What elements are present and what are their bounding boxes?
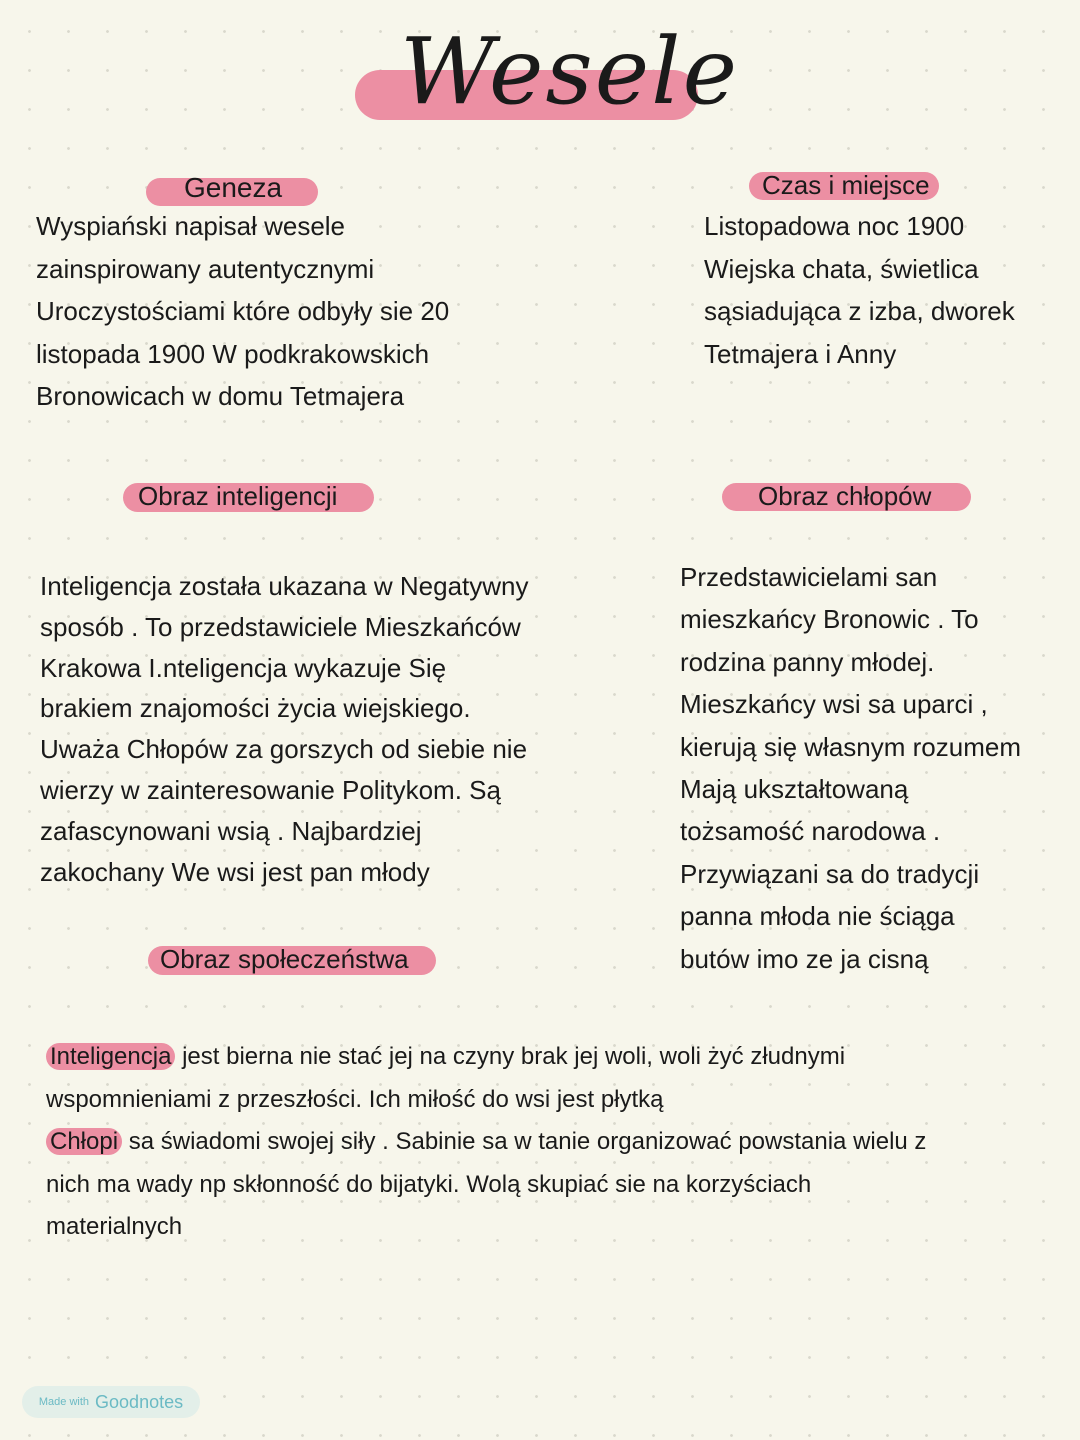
text-line: kierują się własnym rozumem <box>680 731 1021 762</box>
heading-obraz-inteligencji: Obraz inteligencji <box>138 481 338 511</box>
text-line: mieszkańcy Bronowic . To <box>680 604 979 635</box>
geneza-text <box>36 205 449 418</box>
made-with-goodnotes-badge[interactable] <box>22 1386 200 1418</box>
text-line: Przywiązani sa do tradycji <box>680 858 980 889</box>
inteligencja-text <box>40 566 529 892</box>
text-line: Mieszkańcy wsi sa uparci , <box>680 689 988 720</box>
text-line: butów imo ze ja cisną <box>680 943 929 974</box>
heading-obraz-spoleczenstwa: Obraz społeczeństwa <box>160 944 409 974</box>
text-line <box>46 1036 926 1079</box>
heading-geneza: Geneza <box>184 172 283 203</box>
heading-czas-i-miejsce: Czas i miejsce <box>762 170 930 200</box>
text-line: tożsamość narodowa . <box>680 816 941 847</box>
text-line: Mają ukształtowaną <box>680 774 909 805</box>
text-line: sposób . To przedstawiciele Mieszkańców <box>40 611 521 642</box>
text-line: brakiem znajomości życia wiejskiego. <box>40 693 471 724</box>
text-span: jest bierna nie stać jej na czyny brak jej woli, woli żyć złudnymi <box>175 1043 846 1070</box>
text-line: Tetmajera i Anny <box>704 338 897 369</box>
heading-obraz-chlopow: Obraz chłopów <box>758 481 932 511</box>
text-line: panna młoda nie ściąga <box>680 901 955 932</box>
czas-text <box>704 205 1015 375</box>
text-line <box>46 1121 926 1164</box>
chlopi-text <box>680 556 1021 980</box>
text-line: materialnych <box>46 1213 183 1240</box>
text-span: sa świadomi swojej siły . Sabinie sa w tanie organizować powstania wielu z <box>122 1128 927 1155</box>
highlighted-word: Chłopi <box>46 1128 122 1155</box>
text-line: sąsiadująca z izba, dworek <box>704 296 1015 326</box>
text-line: Przedstawicielami san <box>680 562 938 592</box>
text-line: Wyspiański napisał wesele <box>36 211 346 241</box>
page-title: Wesele <box>400 18 740 125</box>
text-line: wspomnieniami z przeszłości. Ich miłość do wsi jest płytką <box>46 1085 664 1113</box>
text-line: Uroczystościami które odbyły sie 20 <box>36 296 450 326</box>
text-line: listopada 1900 W podkrakowskich <box>36 338 430 369</box>
spoleczenstwo-text <box>46 1036 926 1249</box>
badge-brand: Goodnotes <box>95 1391 184 1412</box>
text-line: Uważa Chłopów za gorszych od siebie nie <box>40 734 528 765</box>
text-line: rodzina panny młodej. <box>680 646 935 677</box>
text-line: nich ma wady np skłonność do bijatyki. Wolą skupiać sie na korzyściach <box>46 1170 812 1198</box>
text-line: Listopadowa noc 1900 <box>704 211 965 241</box>
text-line: Wiejska chata, świetlica <box>704 253 979 284</box>
text-line: Krakowa I.nteligencja wykazuje Się <box>40 652 447 683</box>
text-line: zafascynowani wsią . Najbardziej <box>40 815 422 846</box>
text-line: zainspirowany autentycznymi <box>36 253 375 284</box>
highlighted-word: Inteligencja <box>46 1043 175 1070</box>
text-line: wierzy w zainteresowanie Politykom. Są <box>40 774 501 805</box>
text-line: zakochany We wsi jest pan młody <box>40 856 430 887</box>
badge-prefix: Made with <box>38 1396 90 1408</box>
text-line: Inteligencja została ukazana w Negatywny <box>40 571 529 601</box>
text-line: Bronowicach w domu Tetmajera <box>36 381 405 411</box>
